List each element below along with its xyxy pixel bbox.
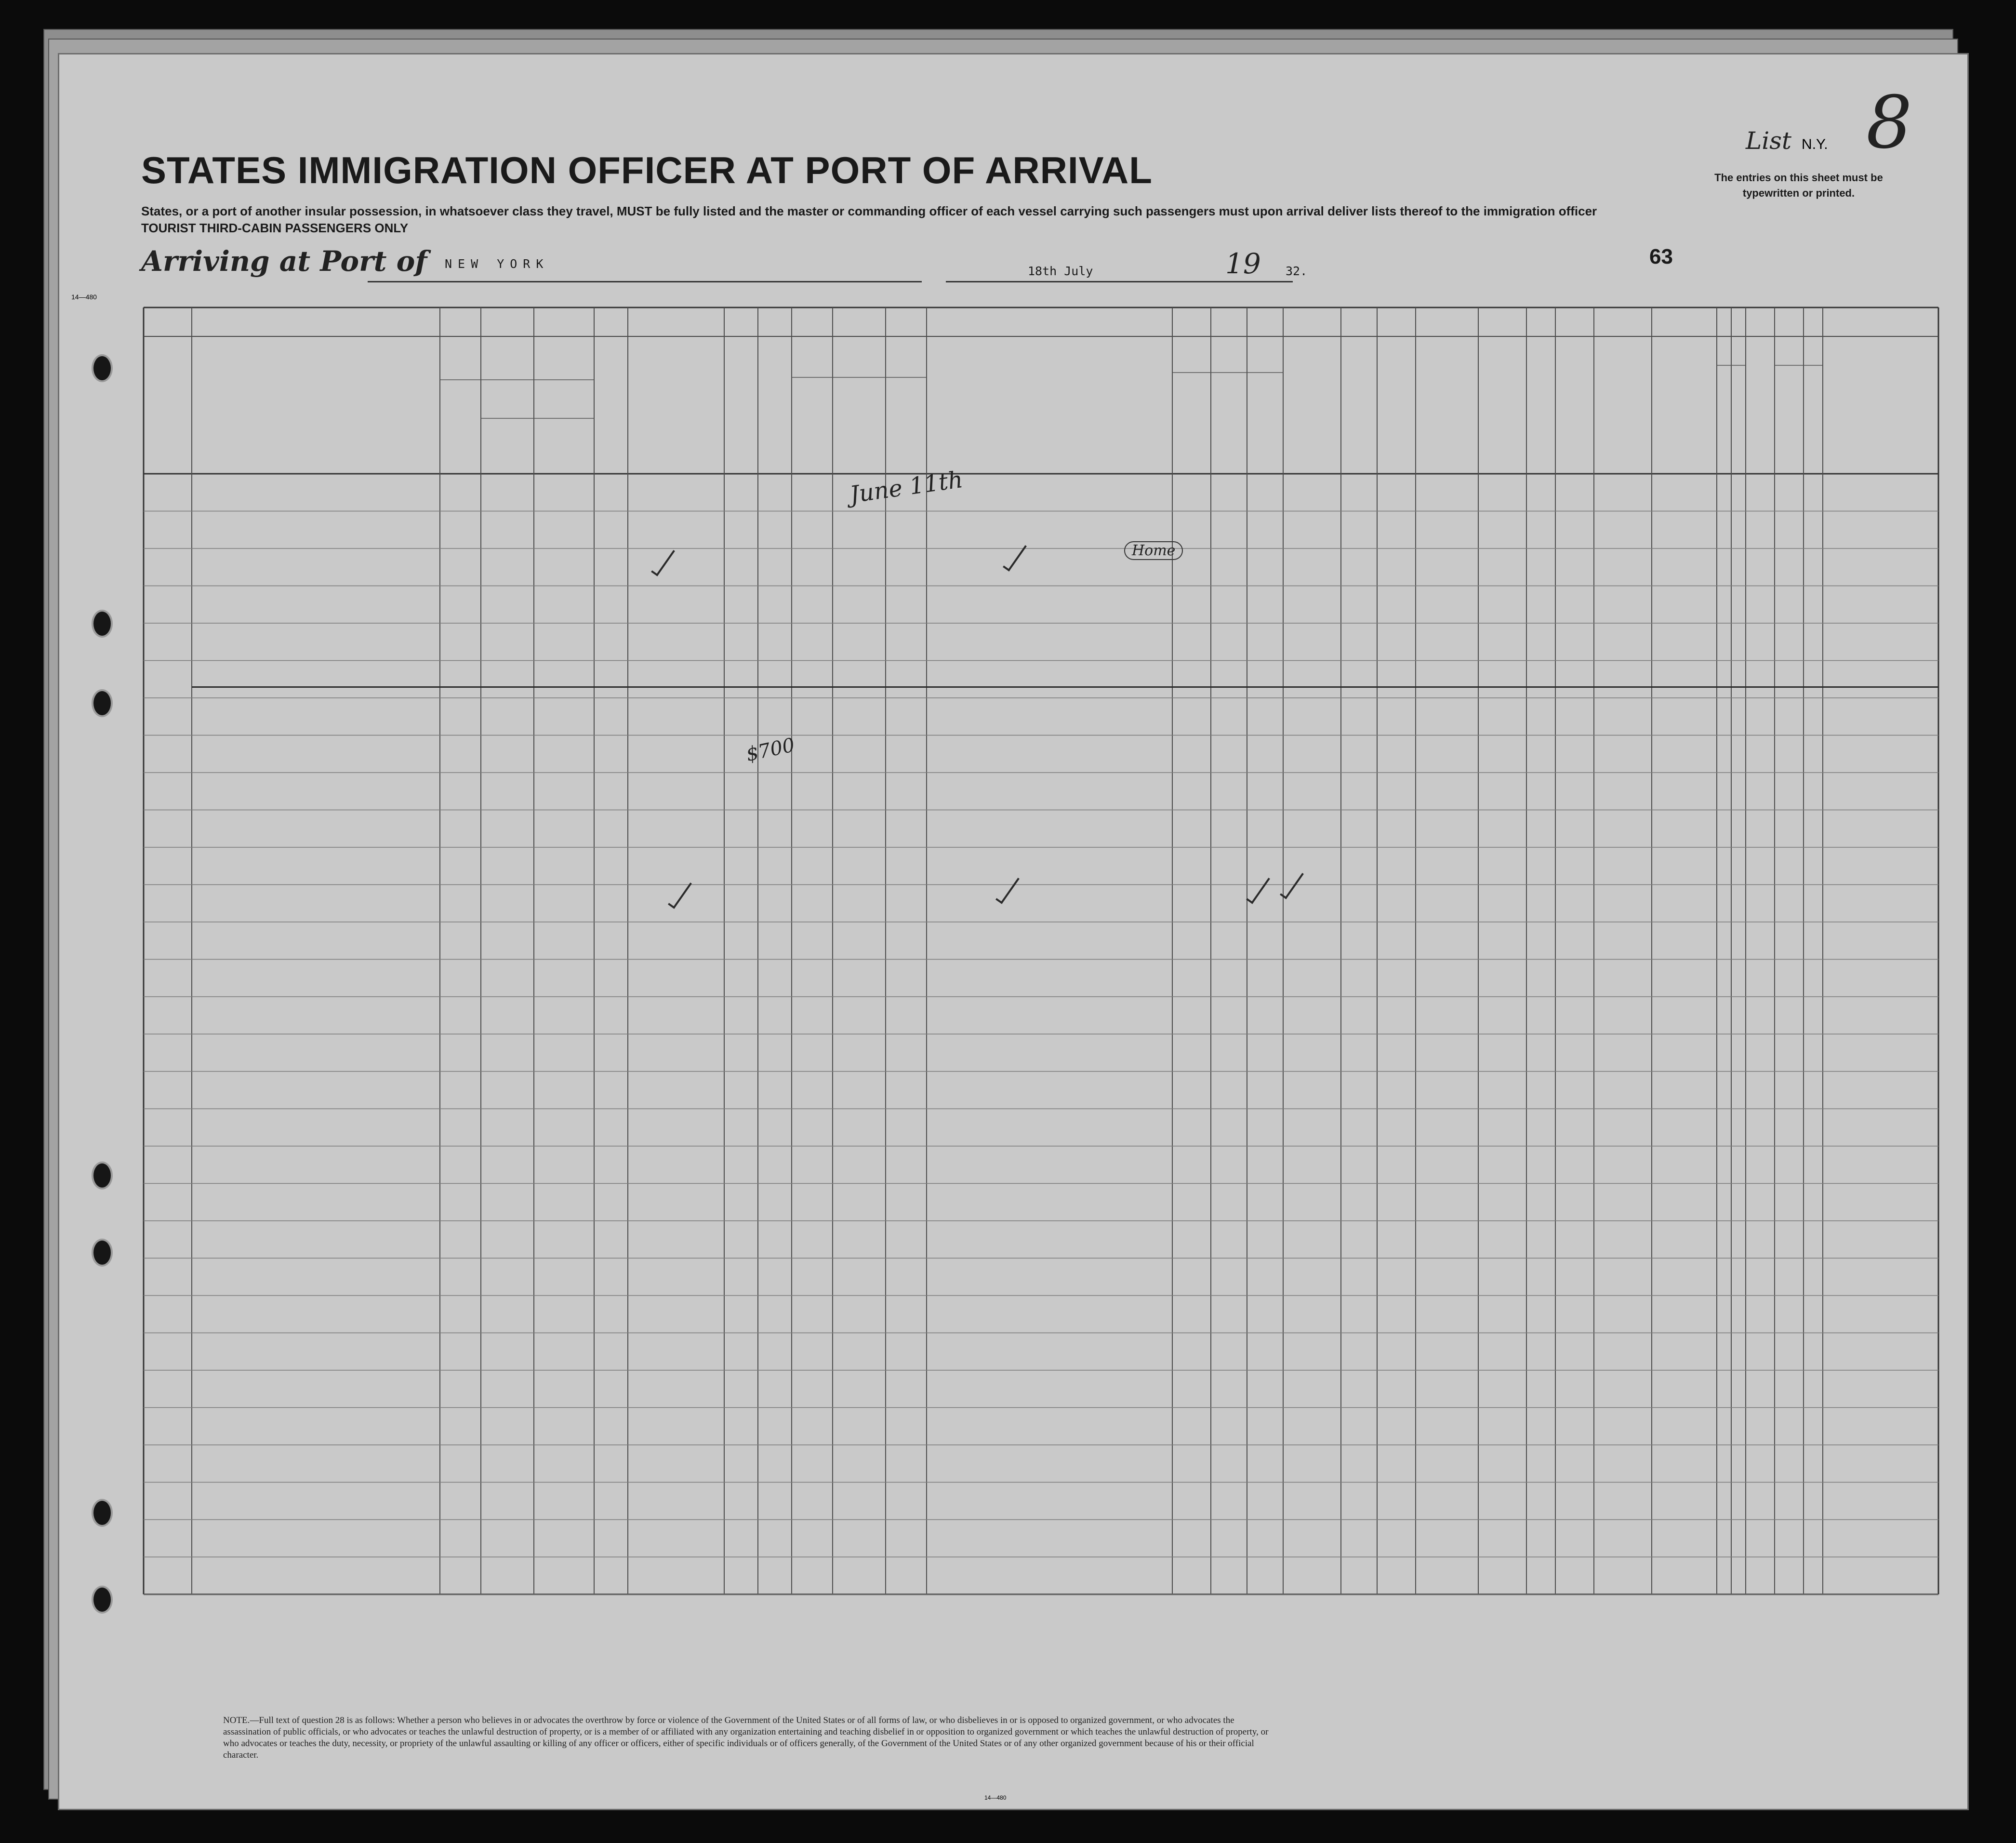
form-number: 14—480 [71,293,97,301]
year-suffix: 32. [1286,264,1308,278]
footnote: NOTE.—Full text of question 28 is as follows: Whether a person who believes in or advocates the overthrow by force or violence of the Government of the United States or of all forms of law, or who disbelieves in or is opposed to organized government, or who advocates the assassination of public officials, or who advocates or teaches the unlawful destruction of property, or is a member of or affiliated with any organization entertaining and teaching disbelief in or opposition to organized government or which teaches the unlawful destruction of property, or who advocates or teaches the duty, necessity, or propriety of the unlawful assaulting or killing of any officer or officers, either of specific individuals or of officers generally, of the Government of the United States or of any other organized government because of his or their official character. [223,1715,1269,1760]
list-ny: N.Y. [1802,136,1828,152]
class-line: TOURIST THIRD-CABIN PASSENGERS ONLY [141,221,409,235]
binder-hole [92,610,113,638]
sheet-number: 63 [1649,245,1673,268]
arriving-label: Arriving at Port of [141,245,427,278]
manifest-sheet [58,53,1969,1810]
binder-hole [92,1162,113,1189]
form-grid [59,54,1967,1809]
page-title: STATES IMMIGRATION OFFICER AT PORT OF ARRIVAL [141,149,1153,191]
list-number: 8 [1866,81,1912,165]
year-prefix: 19 [1225,247,1261,280]
money-annotation: $700 [744,734,797,766]
arrival-date: 18th July [1028,264,1093,278]
binder-hole [92,1239,113,1267]
list-text: List [1746,127,1791,155]
binder-hole [92,354,113,382]
binder-hole [92,689,113,717]
june-annotation: June 11th [848,466,965,509]
subtitle-line: States, or a port of another insular possession, in whatsoever class they travel, MUST be fully listed and the master or commanding officer of each vessel carrying such passengers must upon arrival deliver lists thereof to the immigration officer [141,204,1597,218]
home-annotation: Home [1124,541,1183,560]
footer-form-number: 14—480 [984,1794,1007,1801]
typewritten-instruction: The entries on this sheet must be typewritten or printed. [1714,172,1883,199]
port-name: NEW YORK [445,257,549,271]
binder-hole [92,1499,113,1527]
binder-hole [92,1586,113,1614]
